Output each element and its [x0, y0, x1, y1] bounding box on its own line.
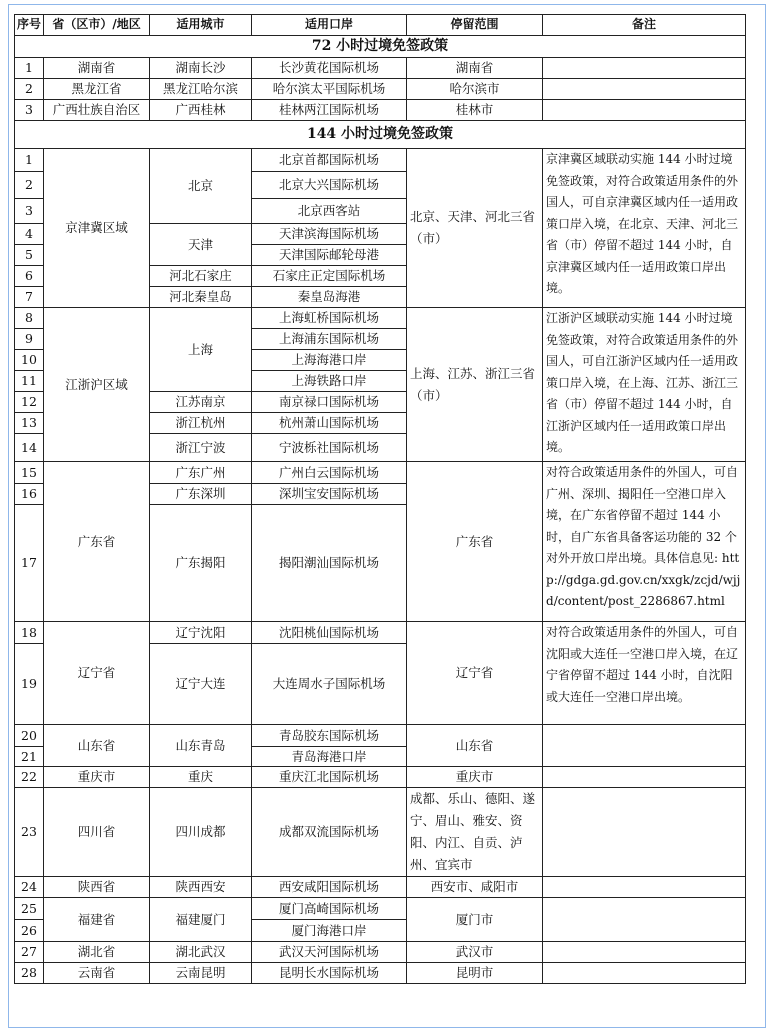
- note-cell: [543, 877, 746, 898]
- row-number: 1: [15, 149, 44, 172]
- scope-cell: 桂林市: [407, 100, 543, 121]
- row-number: 2: [15, 172, 44, 199]
- port-cell: 昆明长水国际机场: [252, 963, 407, 984]
- port-cell: 上海海港口岸: [252, 350, 407, 371]
- row-number: 23: [15, 788, 44, 877]
- row-number: 21: [15, 747, 44, 767]
- table-row: [15, 963, 746, 984]
- scope-cell: 昆明市: [407, 963, 543, 984]
- region-cell: 江浙沪区域: [44, 308, 150, 462]
- port-cell: 沈阳桃仙国际机场: [252, 622, 407, 644]
- port-cell: 北京西客站: [252, 199, 407, 224]
- note-cell: [543, 942, 746, 963]
- port-cell: 秦皇岛海港: [252, 287, 407, 308]
- column-header: 省（区市）/地区: [44, 15, 150, 36]
- port-cell: 桂林两江国际机场: [252, 100, 407, 121]
- row-number: 11: [15, 371, 44, 392]
- city-cell: 北京: [150, 149, 252, 224]
- scope-cell: 山东省: [407, 725, 543, 767]
- note-cell: 对符合政策适用条件的外国人，可自沈阳或大连任一空港口岸入境，在辽宁省停留不超过 144 小时，自沈阳或大连任一空港口岸出境。: [543, 622, 746, 725]
- city-cell: 上海: [150, 308, 252, 392]
- row-number: 3: [15, 199, 44, 224]
- region-cell: 重庆市: [44, 767, 150, 788]
- scope-cell: 武汉市: [407, 942, 543, 963]
- port-cell: 广州白云国际机场: [252, 462, 407, 484]
- row-number: 24: [15, 877, 44, 898]
- row-number: 19: [15, 644, 44, 725]
- row-number: 26: [15, 920, 44, 942]
- port-cell: 宁波栎社国际机场: [252, 434, 407, 462]
- scope-cell: 厦门市: [407, 898, 543, 942]
- row-number: 17: [15, 505, 44, 622]
- row-number: 20: [15, 725, 44, 747]
- transit-visa-table: [14, 14, 746, 984]
- row-number: 6: [15, 266, 44, 287]
- port-cell: 成都双流国际机场: [252, 788, 407, 877]
- port-cell: 天津国际邮轮母港: [252, 245, 407, 266]
- region-cell: 辽宁省: [44, 622, 150, 725]
- row-number: 8: [15, 308, 44, 329]
- city-cell: 河北石家庄: [150, 266, 252, 287]
- note-cell: 对符合政策适用条件的外国人，可自广州、深圳、揭阳任一空港口岸入境，在广东省停留不超过 144 小时，自广东省具备客运功能的 32 个对外开放口岸出境。具体信息见: http://gdga.gd.gov.cn/xxgk/zcjd/wjjd/content/post_2286867.html: [543, 462, 746, 622]
- row-number: 5: [15, 245, 44, 266]
- port-cell: 武汉天河国际机场: [252, 942, 407, 963]
- city-cell: 重庆: [150, 767, 252, 788]
- row-number: 18: [15, 622, 44, 644]
- scope-cell: 哈尔滨市: [407, 79, 543, 100]
- port-cell: 青岛胶东国际机场: [252, 725, 407, 747]
- table-row: [15, 308, 746, 329]
- column-header: 序号: [15, 15, 44, 36]
- scope-cell: 上海、江苏、浙江三省（市）: [407, 308, 543, 462]
- table-row: [15, 898, 746, 920]
- table-row: [15, 462, 746, 484]
- column-header: 备注: [543, 15, 746, 36]
- row-number: 9: [15, 329, 44, 350]
- region-cell: 黑龙江省: [44, 79, 150, 100]
- table-row: [15, 149, 746, 172]
- table-row: [15, 877, 746, 898]
- port-cell: 杭州萧山国际机场: [252, 413, 407, 434]
- port-cell: 上海虹桥国际机场: [252, 308, 407, 329]
- region-cell: 广东省: [44, 462, 150, 622]
- column-header: 适用城市: [150, 15, 252, 36]
- city-cell: 广东深圳: [150, 484, 252, 505]
- row-number: 13: [15, 413, 44, 434]
- port-cell: 南京禄口国际机场: [252, 392, 407, 413]
- table-row: [15, 767, 746, 788]
- note-cell: 京津冀区域联动实施 144 小时过境免签政策，对符合政策适用条件的外国人，可自京津冀区域内任一适用政策口岸入境，在北京、天津、河北三省（市）停留不超过 144 小时，自京津冀区域内任一适用政策口岸出境。: [543, 149, 746, 308]
- port-cell: 重庆江北国际机场: [252, 767, 407, 788]
- scope-cell: 西安市、咸阳市: [407, 877, 543, 898]
- note-cell: [543, 963, 746, 984]
- port-cell: 北京大兴国际机场: [252, 172, 407, 199]
- row-number: 10: [15, 350, 44, 371]
- note-cell: [543, 58, 746, 79]
- port-cell: 青岛海港口岸: [252, 747, 407, 767]
- scope-cell: 辽宁省: [407, 622, 543, 725]
- region-cell: 云南省: [44, 963, 150, 984]
- note-cell: [543, 100, 746, 121]
- region-cell: 山东省: [44, 725, 150, 767]
- city-cell: 广西桂林: [150, 100, 252, 121]
- table-row: [15, 942, 746, 963]
- table-row: [15, 79, 746, 100]
- row-number: 27: [15, 942, 44, 963]
- city-cell: 天津: [150, 224, 252, 266]
- note-cell: [543, 767, 746, 788]
- table-row: [15, 788, 746, 877]
- port-cell: 北京首都国际机场: [252, 149, 407, 172]
- region-cell: 福建省: [44, 898, 150, 942]
- region-cell: 湖南省: [44, 58, 150, 79]
- region-cell: 广西壮族自治区: [44, 100, 150, 121]
- port-cell: 哈尔滨太平国际机场: [252, 79, 407, 100]
- port-cell: 西安咸阳国际机场: [252, 877, 407, 898]
- row-number: 15: [15, 462, 44, 484]
- city-cell: 湖北武汉: [150, 942, 252, 963]
- table-row: [15, 725, 746, 747]
- region-cell: 京津冀区域: [44, 149, 150, 308]
- city-cell: 山东青岛: [150, 725, 252, 767]
- city-cell: 江苏南京: [150, 392, 252, 413]
- port-cell: 深圳宝安国际机场: [252, 484, 407, 505]
- region-cell: 湖北省: [44, 942, 150, 963]
- city-cell: 福建厦门: [150, 898, 252, 942]
- section-title: 144 小时过境免签政策: [15, 121, 746, 149]
- port-cell: 天津滨海国际机场: [252, 224, 407, 245]
- column-header: 停留范围: [407, 15, 543, 36]
- row-number: 12: [15, 392, 44, 413]
- row-number: 16: [15, 484, 44, 505]
- port-cell: 长沙黄花国际机场: [252, 58, 407, 79]
- city-cell: 广东揭阳: [150, 505, 252, 622]
- section-title: 72 小时过境免签政策: [15, 36, 746, 58]
- row-number: 28: [15, 963, 44, 984]
- row-number: 4: [15, 224, 44, 245]
- city-cell: 广东广州: [150, 462, 252, 484]
- table-row: [15, 100, 746, 121]
- row-number: 7: [15, 287, 44, 308]
- port-cell: 厦门高崎国际机场: [252, 898, 407, 920]
- region-cell: 四川省: [44, 788, 150, 877]
- row-number: 1: [15, 58, 44, 79]
- city-cell: 云南昆明: [150, 963, 252, 984]
- scope-cell: 湖南省: [407, 58, 543, 79]
- note-cell: [543, 725, 746, 767]
- city-cell: 浙江宁波: [150, 434, 252, 462]
- row-number: 25: [15, 898, 44, 920]
- note-cell: [543, 788, 746, 877]
- port-cell: 大连周水子国际机场: [252, 644, 407, 725]
- city-cell: 河北秦皇岛: [150, 287, 252, 308]
- city-cell: 辽宁沈阳: [150, 622, 252, 644]
- port-cell: 上海浦东国际机场: [252, 329, 407, 350]
- table-row: [15, 58, 746, 79]
- port-cell: 厦门海港口岸: [252, 920, 407, 942]
- table-row: [15, 622, 746, 644]
- scope-cell: 广东省: [407, 462, 543, 622]
- city-cell: 辽宁大连: [150, 644, 252, 725]
- port-cell: 石家庄正定国际机场: [252, 266, 407, 287]
- scope-cell: 成都、乐山、德阳、遂宁、眉山、雅安、资阳、内江、自贡、泸州、宜宾市: [407, 788, 543, 877]
- scope-cell: 重庆市: [407, 767, 543, 788]
- row-number: 14: [15, 434, 44, 462]
- scope-cell: 北京、天津、河北三省（市）: [407, 149, 543, 308]
- row-number: 3: [15, 100, 44, 121]
- port-cell: 揭阳潮汕国际机场: [252, 505, 407, 622]
- note-cell: [543, 898, 746, 942]
- note-cell: [543, 79, 746, 100]
- note-cell: 江浙沪区域联动实施 144 小时过境免签政策，对符合政策适用条件的外国人，可自江浙沪区域内任一适用政策口岸入境，在上海、江苏、浙江三省（市）停留不超过 144 小时，自江浙沪区域内任一适用政策口岸出境。: [543, 308, 746, 462]
- column-header: 适用口岸: [252, 15, 407, 36]
- city-cell: 陕西西安: [150, 877, 252, 898]
- row-number: 22: [15, 767, 44, 788]
- region-cell: 陕西省: [44, 877, 150, 898]
- city-cell: 浙江杭州: [150, 413, 252, 434]
- city-cell: 黑龙江哈尔滨: [150, 79, 252, 100]
- city-cell: 湖南长沙: [150, 58, 252, 79]
- city-cell: 四川成都: [150, 788, 252, 877]
- port-cell: 上海铁路口岸: [252, 371, 407, 392]
- row-number: 2: [15, 79, 44, 100]
